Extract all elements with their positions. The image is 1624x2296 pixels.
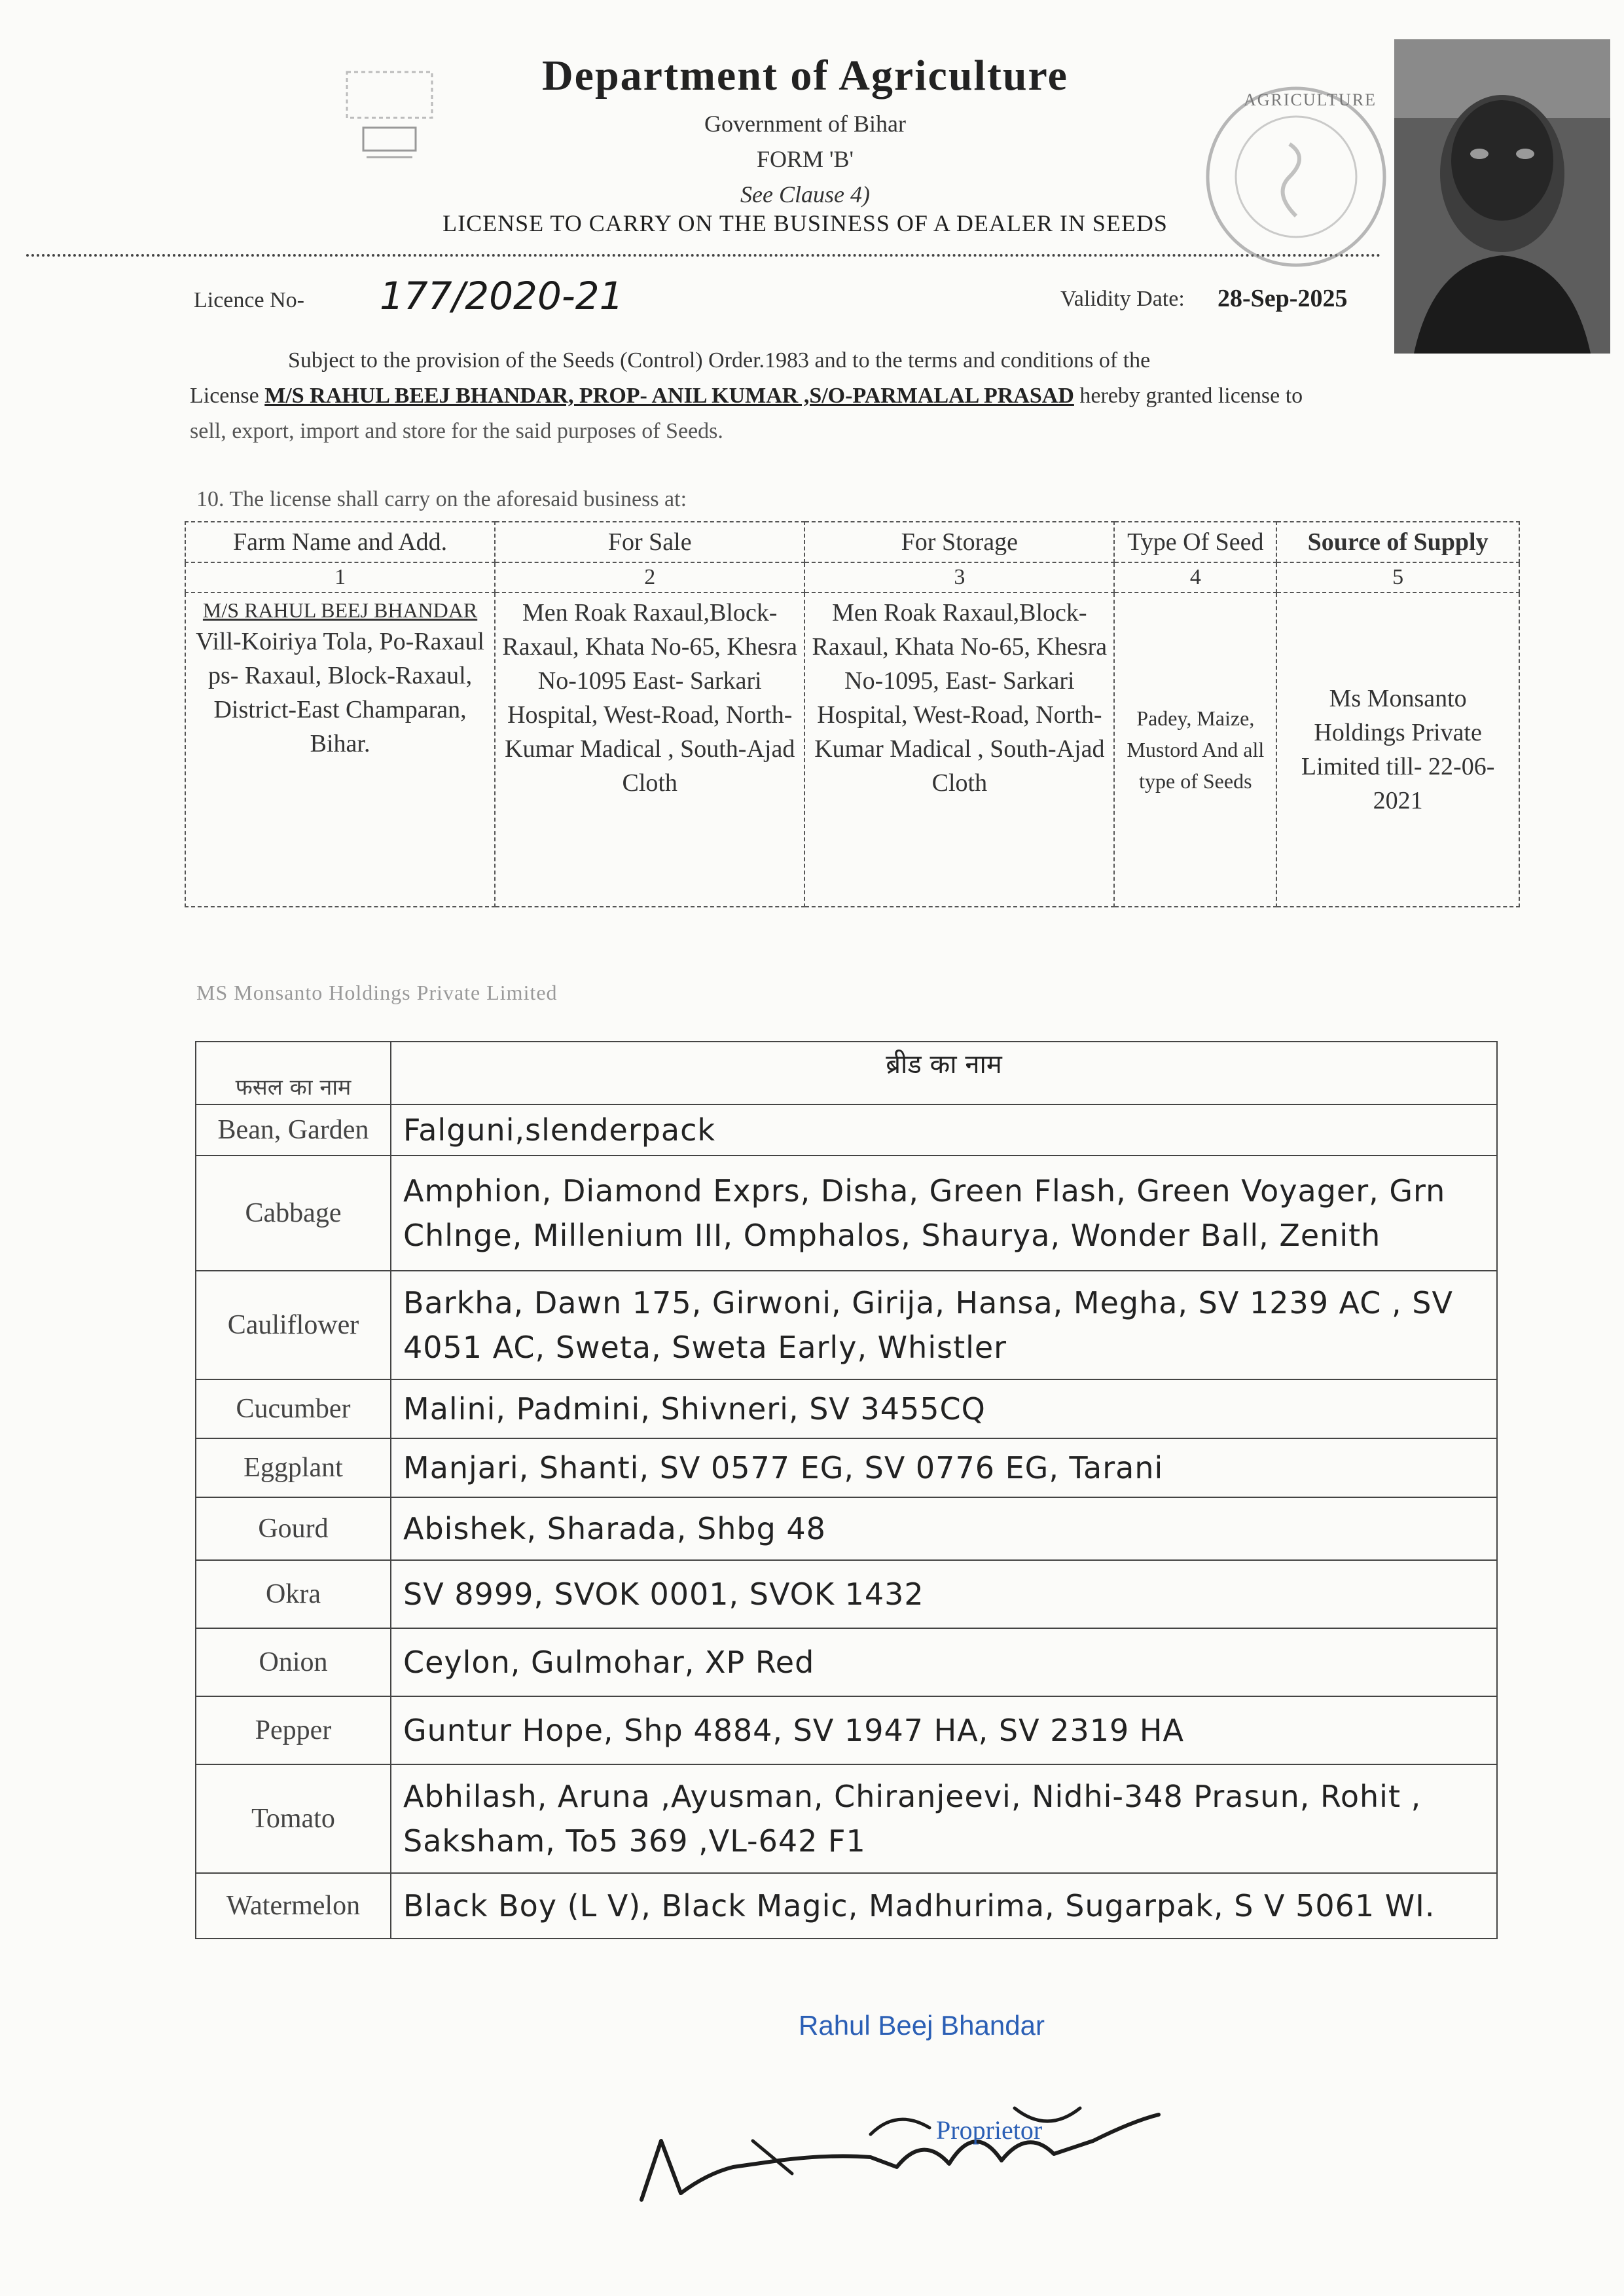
variety-list: Falguni,slenderpack: [391, 1104, 1497, 1156]
header-for-storage: For Storage: [804, 522, 1114, 562]
header-source: Source of Supply: [1276, 522, 1519, 562]
signatory-name: Rahul Beej Bhandar: [799, 2010, 1045, 2041]
crop-name: Cucumber: [196, 1379, 391, 1438]
header-divider: [26, 254, 1381, 257]
crop-name: Bean, Garden: [196, 1104, 391, 1156]
business-location-table: [185, 521, 1520, 907]
column-number-row: [185, 562, 1519, 592]
header-for-sale: For Sale: [495, 522, 804, 562]
crop-name: Pepper: [196, 1696, 391, 1764]
table-row: [196, 1438, 1497, 1497]
supplier-note: MS Monsanto Holdings Private Limited: [196, 981, 558, 1004]
table-row: [196, 1104, 1497, 1156]
table-row: [196, 1873, 1497, 1939]
table-header-row: [185, 522, 1519, 562]
crop-name: Cauliflower: [196, 1271, 391, 1379]
variety-list: Ceylon, Gulmohar, XP Red: [391, 1628, 1497, 1696]
variety-list: Amphion, Diamond Exprs, Disha, Green Flash, Green Voyager, Grn Chlnge, Millenium III, Omphalos, Shaurya, Wonder Ball, Zenith: [391, 1156, 1497, 1271]
validity-date-value: 28-Sep-2025: [1218, 285, 1348, 312]
header-seed-type: Type Of Seed: [1114, 522, 1276, 562]
variety-list: Abhilash, Aruna ,Ayusman, Chiranjeevi, Nidhi-348 Prasun, Rohit , Saksham, To5 369 ,VL-642 F1: [391, 1764, 1497, 1873]
source-cell: Ms Monsanto Holdings Private Limited till- 22-06-2021: [1276, 592, 1519, 907]
seed-type-cell: Padey, Maize, Mustord And all type of Seeds: [1114, 592, 1276, 907]
official-seal-icon: [1198, 79, 1394, 275]
signature-icon: [622, 2043, 1178, 2213]
signatory-title: Proprietor: [936, 2115, 1043, 2145]
variety-header: ब्रीड का नाम: [391, 1042, 1497, 1104]
department-title: Department of Agriculture: [542, 52, 1068, 100]
table-row: [196, 1560, 1497, 1628]
licence-number-label: Licence No-: [194, 288, 304, 312]
col-num-5: 5: [1276, 562, 1519, 592]
license-prefix: License: [190, 384, 259, 408]
crop-name: Gourd: [196, 1497, 391, 1560]
firm-name: M/S RAHUL BEEJ BHANDAR: [202, 598, 478, 622]
firm-address: Vill-Koiriya Tola, Po-Raxaul ps- Raxaul, Block-Raxaul, District-East Champaran, Bihar.: [196, 628, 484, 757]
variety-list: SV 8999, SVOK 0001, SVOK 1432: [391, 1560, 1497, 1628]
business-heading: 10. The license shall carry on the aforesaid business at:: [196, 487, 687, 511]
for-storage-cell: Men Roak Raxaul,Block-Raxaul, Khata No-65, Khesra No-1095, East- Sarkari Hospital, West-Road, North- Kumar Madical , South-Ajad Cloth: [804, 592, 1114, 907]
crop-name: Okra: [196, 1560, 391, 1628]
licensee-name: M/S RAHUL BEEJ BHANDAR, PROP- ANIL KUMAR ,S/O-PARMALAL PRASAD: [264, 384, 1074, 408]
variety-list: Manjari, Shanti, SV 0577 EG, SV 0776 EG, Tarani: [391, 1438, 1497, 1497]
government-name: Government of Bihar: [704, 111, 906, 137]
terms-line-3: sell, export, import and store for the said purposes of Seeds.: [190, 419, 723, 443]
license-suffix: hereby granted license to: [1079, 384, 1303, 408]
table-row: [185, 592, 1519, 907]
table-row: [196, 1696, 1497, 1764]
varieties-header-row: [196, 1042, 1497, 1104]
table-row: [196, 1628, 1497, 1696]
variety-list: Malini, Padmini, Shivneri, SV 3455CQ: [391, 1379, 1497, 1438]
clause-reference: See Clause 4): [740, 181, 870, 208]
crop-name: Watermelon: [196, 1873, 391, 1939]
table-row: [196, 1764, 1497, 1873]
table-row: [196, 1271, 1497, 1379]
crop-name: Onion: [196, 1628, 391, 1696]
terms-line-1: Subject to the provision of the Seeds (Control) Order.1983 and to the terms and conditions of the: [288, 348, 1151, 373]
crop-name: Tomato: [196, 1764, 391, 1873]
variety-list: Abishek, Sharada, Shbg 48: [391, 1497, 1497, 1560]
col-num-2: 2: [495, 562, 804, 592]
validity-date-label: Validity Date:: [1060, 287, 1185, 311]
header-firm: Farm Name and Add.: [185, 522, 495, 562]
variety-list: Black Boy (L V), Black Magic, Madhurima, Sugarpak, S V 5061 WI.: [391, 1873, 1497, 1939]
col-num-1: 1: [185, 562, 495, 592]
col-num-3: 3: [804, 562, 1114, 592]
crop-name: Eggplant: [196, 1438, 391, 1497]
crop-name: Cabbage: [196, 1156, 391, 1271]
crop-header: फसल का नाम: [196, 1042, 391, 1104]
form-name: FORM 'B': [756, 146, 854, 172]
table-row: [196, 1497, 1497, 1560]
col-num-4: 4: [1114, 562, 1276, 592]
licensee-photo: [1394, 39, 1610, 354]
varieties-table: [195, 1041, 1498, 1939]
firm-cell: [185, 592, 495, 907]
variety-list: Barkha, Dawn 175, Girwoni, Girija, Hansa, Megha, SV 1239 AC , SV 4051 AC, Sweta, Sweta Early, Whistler: [391, 1271, 1497, 1379]
license-title: LICENSE TO CARRY ON THE BUSINESS OF A DEALER IN SEEDS: [442, 210, 1168, 236]
variety-list: Guntur Hope, Shp 4884, SV 1947 HA, SV 2319 HA: [391, 1696, 1497, 1764]
table-row: [196, 1379, 1497, 1438]
terms-line-2: [190, 384, 1303, 409]
seal-text: AGRICULTURE: [1244, 90, 1377, 109]
licence-number-value: 177/2020-21: [380, 274, 624, 318]
table-row: [196, 1156, 1497, 1271]
for-sale-cell: Men Roak Raxaul,Block-Raxaul, Khata No-65, Khesra No-1095 East- Sarkari Hospital, West-Road, North- Kumar Madical , South-Ajad Cloth: [495, 592, 804, 907]
